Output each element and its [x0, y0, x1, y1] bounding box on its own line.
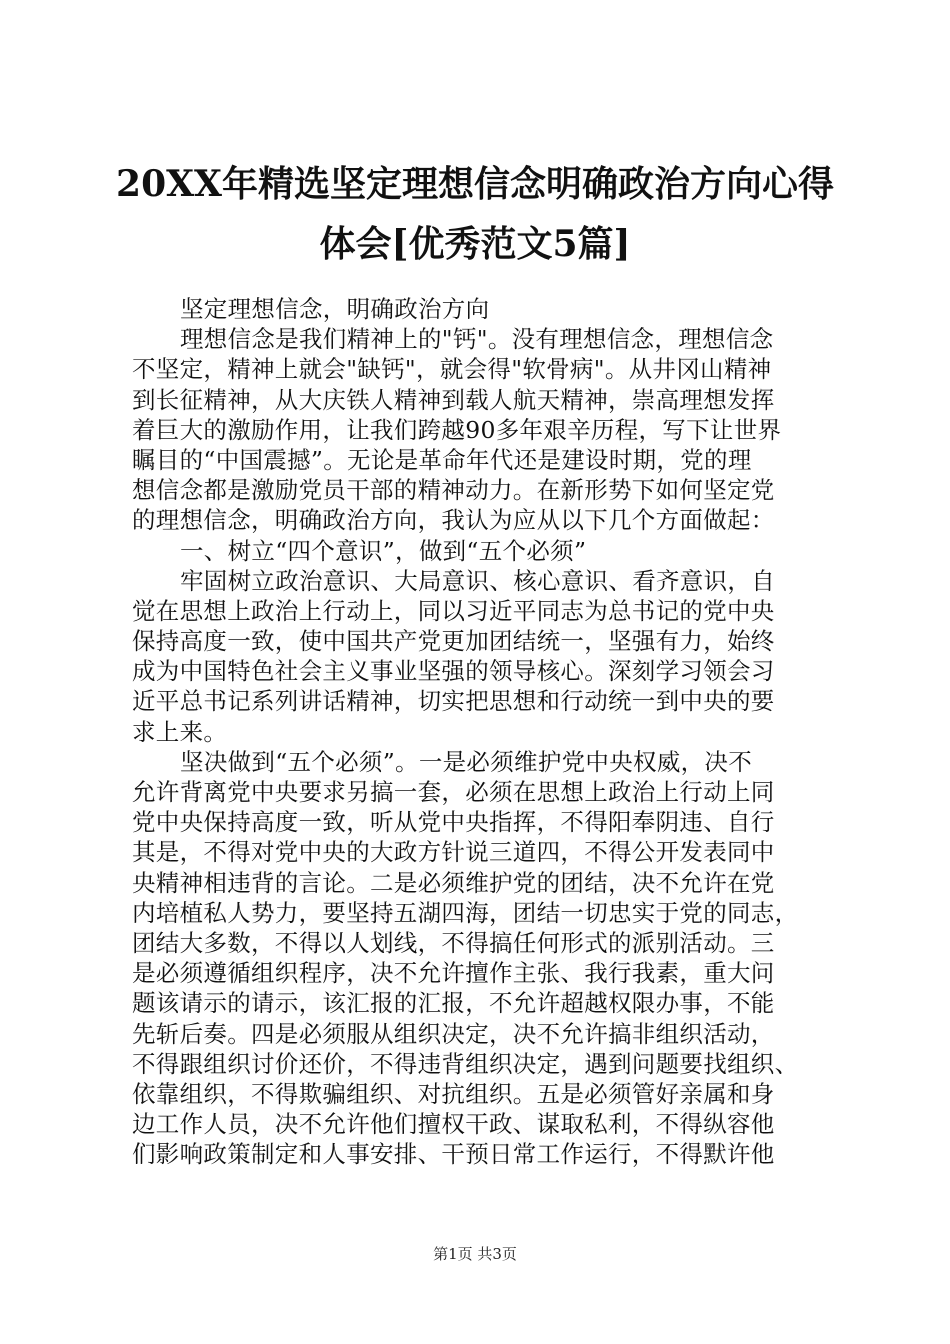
body-text-line: 到长征精神，从大庆铁人精神到载人航天精神，崇高理想发挥	[132, 385, 775, 414]
body-text-line: 瞩目的“中国震撼”。无论是革命年代还是建设时期，党的理	[132, 445, 752, 474]
body-text-line: 成为中国特色社会主义事业坚强的领导核心。深刻学习领会习	[132, 657, 775, 686]
body-text-line: 求上来。	[132, 717, 228, 746]
body-text-line: 是必须遵循组织程序，决不允许擅作主张、我行我素，重大问	[132, 959, 775, 988]
body-text-line: 的理想信念，明确政治方向，我认为应从以下几个方面做起：	[132, 506, 775, 535]
body-text-line: 边工作人员，决不允许他们擅权干政、谋取私利，不得纵容他	[132, 1110, 775, 1139]
document-title-line-1: 20XX年精选坚定理想信念明确政治方向心得	[116, 163, 834, 205]
body-text-line: 内培植私人势力，要坚持五湖四海，团结一切忠实于党的同志，	[132, 898, 799, 927]
body-text-line: 题该请示的请示，该汇报的汇报，不允许超越权限办事，不能	[132, 989, 775, 1018]
document-title-line-2: 体会[优秀范文5篇]	[319, 223, 631, 265]
document-body	[132, 294, 828, 1169]
body-text-line: 近平总书记系列讲话精神，切实把思想和行动统一到中央的要	[132, 687, 775, 716]
body-text-line: 想信念都是激励党员干部的精神动力。在新形势下如何坚定党	[132, 476, 775, 505]
body-text-line: 允许背离党中央要求另搞一套，必须在思想上政治上行动上同	[132, 778, 775, 806]
body-text-line: 一、树立“四个意识”，做到“五个必须”	[180, 536, 587, 565]
body-text-line: 央精神相违背的言论。二是必须维护党的团结，决不允许在党	[132, 868, 775, 897]
page-number-footer: 第1页 共3页	[433, 1245, 517, 1263]
body-text-line: 觉在思想上政治上行动上，同以习近平同志为总书记的党中央	[132, 596, 775, 625]
body-text-line: 不得跟组织讨价还价，不得违背组织决定，遇到问题要找组织、	[132, 1049, 799, 1078]
body-text-line: 坚定理想信念，明确政治方向	[180, 295, 490, 323]
body-text-line: 团结大多数，不得以人划线，不得搞任何形式的派别活动。三	[132, 928, 775, 957]
body-text-line: 先斩后奏。四是必须服从组织决定，决不允许搞非组织活动，	[132, 1019, 775, 1048]
body-text-line: 依靠组织，不得欺骗组织、对抗组织。五是必须管好亲属和身	[132, 1079, 775, 1108]
body-text-line: 党中央保持高度一致，听从党中央指挥，不得阳奉阴违、自行	[132, 808, 775, 837]
body-text-line: 理想信念是我们精神上的"钙"。没有理想信念，理想信念	[180, 325, 774, 354]
body-text-line: 们影响政策制定和人事安排、干预日常工作运行，不得默许他	[132, 1140, 775, 1169]
body-text-line: 坚决做到“五个必须”。一是必须维护党中央权威，决不	[180, 747, 753, 776]
body-text-line: 牢固树立政治意识、大局意识、核心意识、看齐意识，自	[180, 566, 775, 595]
body-text-line: 其是，不得对党中央的大政方针说三道四，不得公开发表同中	[132, 838, 775, 867]
body-text-line: 着巨大的激励作用，让我们跨越90多年艰辛历程，写下让世界	[132, 415, 782, 444]
body-text-line: 保持高度一致，使中国共产党更加团结统一，坚强有力，始终	[132, 627, 775, 656]
body-text-line: 不坚定，精神上就会"缺钙"，就会得"软骨病"。从井冈山精神	[132, 355, 772, 384]
